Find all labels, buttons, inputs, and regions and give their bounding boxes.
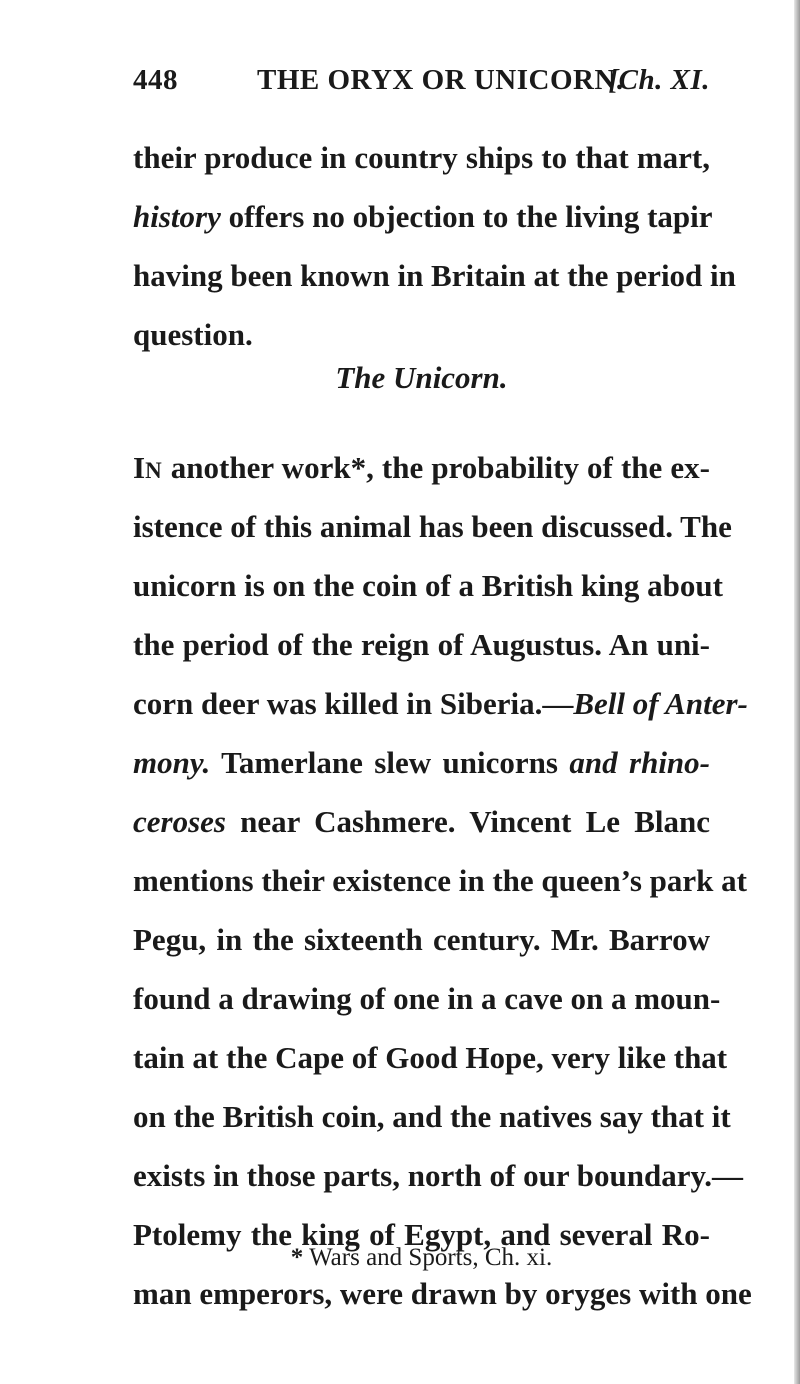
line-text: another work*, the probability of the ex- — [162, 450, 710, 485]
text-line: unicorn is on the coin of a British king about — [133, 568, 723, 603]
running-title: THE ORYX OR UNICORN. — [257, 64, 624, 96]
chapter-reference: [Ch. XI. — [608, 64, 710, 96]
text-line: tain at the Cape of Good Hope, very like that — [133, 1040, 728, 1075]
text-line: found a drawing of one in a cave on a moun- — [133, 981, 721, 1016]
running-head — [133, 64, 710, 104]
section-heading: The Unicorn. — [335, 360, 508, 395]
text-line: Pegu, in the sixteenth century. Mr. Barrow — [133, 922, 710, 957]
italic-citation: mony. — [133, 745, 211, 780]
text-line: istence of this animal has been discussed. The — [133, 509, 732, 544]
text-line: question. — [133, 317, 253, 352]
line-text: corn deer was killed in Siberia.— — [133, 686, 574, 721]
text-line: their produce in country ships to that mart, — [133, 140, 710, 175]
footnote — [133, 1238, 710, 1278]
initial-capital: I — [133, 450, 146, 485]
small-caps: N — [145, 458, 163, 483]
footnote-mark: * — [290, 1244, 304, 1271]
italic-phrase: and rhino- — [569, 745, 710, 780]
page-edge — [794, 0, 800, 1384]
text-line: mentions their existence in the queen’s park at — [133, 863, 747, 898]
text-line: man emperors, were drawn by oryges with one — [133, 1276, 752, 1311]
text-line: Ptolemy the king of Egypt, and several Ro- — [133, 1217, 710, 1252]
text-line: on the British coin, and the natives say that it — [133, 1099, 731, 1134]
italic-word: ceroses — [133, 804, 226, 839]
text-line — [133, 733, 710, 792]
text-line: exists in those parts, north of our boundary.— — [133, 1158, 744, 1193]
text-line: the period of the reign of Augustus. An uni- — [133, 627, 710, 662]
text-line — [133, 187, 713, 246]
line-text: Tamerlane slew unicorns — [210, 745, 570, 780]
line-text: near Cashmere. Vincent Le Blanc — [225, 804, 710, 839]
italic-word: history — [133, 199, 221, 234]
italic-citation: Bell of Anter- — [573, 686, 748, 721]
text-line — [133, 438, 710, 497]
page-number: 448 — [133, 64, 178, 96]
paragraph-continuation — [133, 128, 736, 364]
line-text: offers no objection to the living tapir — [220, 199, 713, 234]
text-line — [133, 792, 710, 851]
footnote-text: Wars and Sports, Ch. xi. — [303, 1244, 553, 1271]
text-line: having been known in Britain at the period in — [133, 258, 736, 293]
paragraph-unicorn — [133, 438, 752, 1323]
text-line — [133, 674, 748, 733]
